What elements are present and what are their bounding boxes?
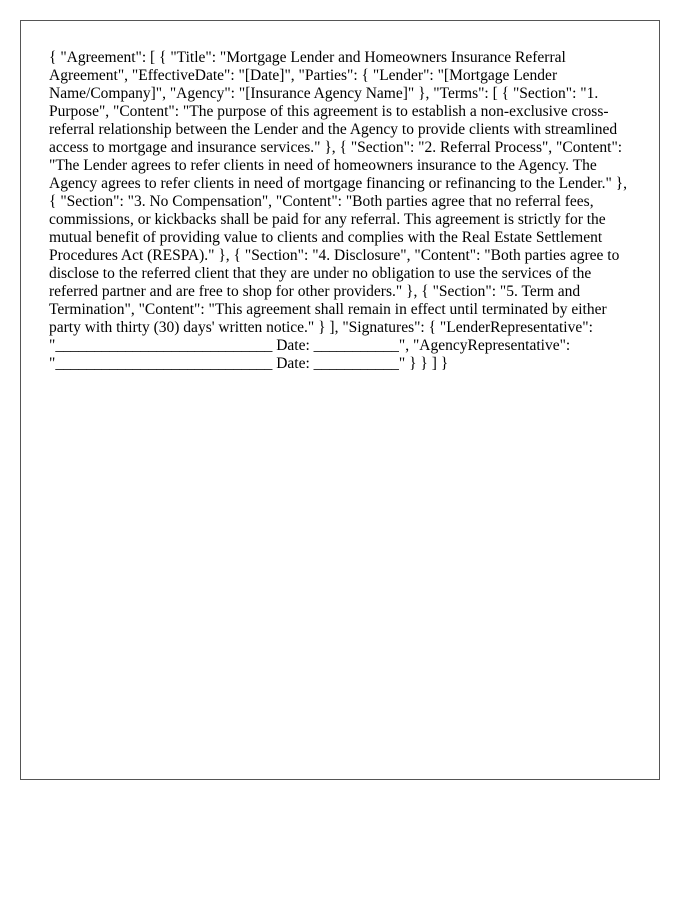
document-page [20, 20, 660, 780]
agreement-raw-json-text: { "Agreement": [ { "Title": "Mortgage Lender and Homeowners Insurance Referral Agreement", "EffectiveDate": "[Date]", "Parties": { "Lender": "[Mortgage Lender Name/Company]", "Agency": "[Insurance Agency Name]" }, "Terms": [ { "Section": "1. Purpose", "Content": "The purpose of this agreement is to establish a non-exclusive cross-referral relationship between the Lender and the Agency to provide clients with streamlined access to mortgage and insurance services." }, { "Section": "2. Referral Process", "Content": "The Lender agrees to refer clients in need of homeowners insurance to the Agency. The Agency agrees to refer clients in need of mortgage financing or refinancing to the Lender." }, { "Section": "3. No Compensation", "Content": "Both parties agree that no referral fees, commissions, or kickbacks shall be paid for any referral. This agreement is strictly for the mutual benefit of providing value to clients and complies with the Real Estate Settlement Procedures Act (RESPA)." }, { "Section": "4. Disclosure", "Content": "Both parties agree to disclose to the referred client that they are under no obligation to use the services of the referred partner and are free to shop for other providers." }, { "Section": "5. Term and Termination", "Content": "This agreement shall remain in effect until terminated by either party with thirty (30) days' written notice." } ], "Signatures": { "LenderRepresentative": "____________________________ Date: ___________", "AgencyRepresentative": "____________________________ Date: ___________" } } ] } [49, 49, 627, 372]
